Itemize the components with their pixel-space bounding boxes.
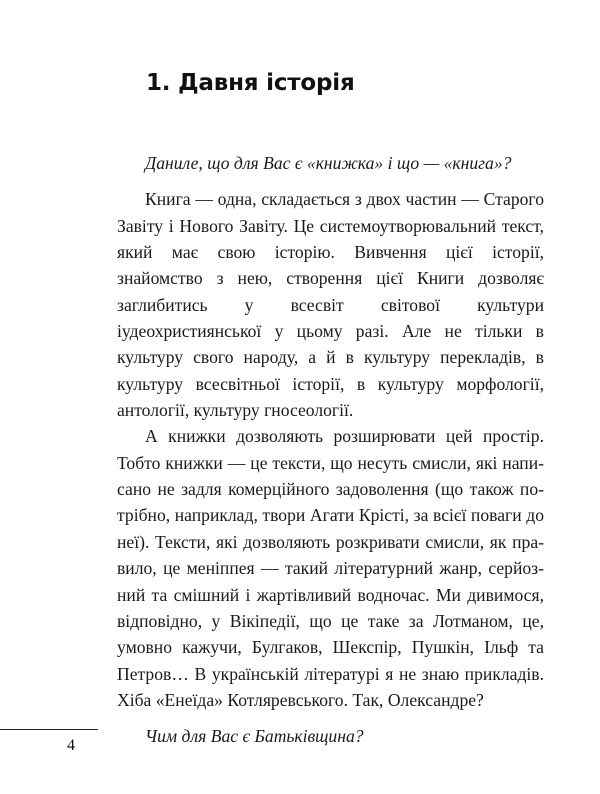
footer-rule <box>0 729 98 730</box>
interview-question: Чим для Вас є Батьківщина? <box>145 726 364 747</box>
body-text <box>117 150 544 750</box>
interview-question: Даниле, що для Вас є «книжка» і що — «книга»? <box>145 153 512 173</box>
page-number: 4 <box>67 737 75 754</box>
chapter-title: 1. Давня історія <box>146 70 355 96</box>
answer-paragraph: А книжки дозволяють розширювати цей простір. Тобто книжки — це тексти, що несуть смисли, які написано не задля комерційного задоволення (що також потрібно, наприклад, твори Агати Крісті, за всієї поваги до неї). Тексти, які дозволяють розкривати смисли, як правило, це меніппея — такий літературний жанр, серйозний та смішний і жартівливий водночас. Ми дивимося, відповідно, у Вікіпедії, що це таке за Лотманом, це, умовно кажучи, Булгаков, Шекспір, Пушкін, Ільф та Петров… В українській літературі я не знаю прикладів. Хіба «Енеїда» Котляревського. Так, Олександре? <box>117 426 544 710</box>
answer-paragraph: Книга — одна, складається з двох частин — Старого Завіту і Нового Завіту. Це системоутворювальний текст, який має свою історію. Вивчення цієї історії, знайомство з нею, створення цієї Книги дозволяє заглибитись у всесвіт світової культури іудеохристиянської у цьому разі. Але не тільки в культуру свого народу, а й в культуру перекладів, в культуру всесвітньої історії, в культуру морфології, антології, культуру гносеології. <box>117 189 544 421</box>
